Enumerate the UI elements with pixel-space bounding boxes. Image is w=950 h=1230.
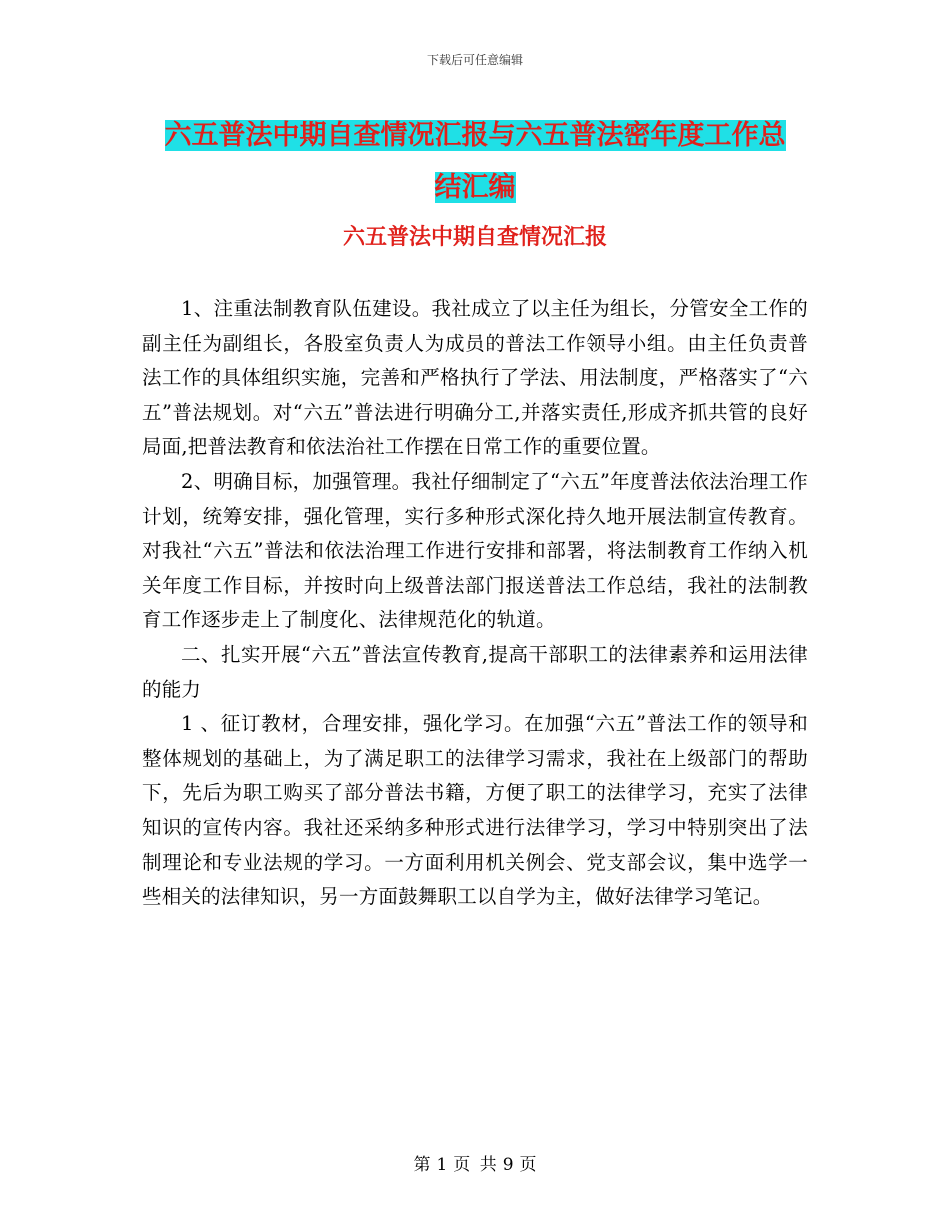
footer-middle: 页 共 <box>453 1155 497 1175</box>
footer-prefix: 第 <box>413 1155 431 1175</box>
document-title-line2: 结汇编 <box>434 172 516 203</box>
document-title <box>140 110 810 214</box>
page-footer <box>0 1153 950 1177</box>
footer-total-pages: 9 <box>502 1155 514 1175</box>
paragraph: 1 、征订教材，合理安排，强化学习。在加强“六五”普法工作的领导和整体规划的基础上，为了满足职工的法律学习需求，我社在上级部门的帮助下，先后为职工购买了部分普法书籍，方便了职工的法律学习，充实了法律知识的宣传内容。我社还采纳多种形式进行法律学习，学习中特别突出了法制理论和专业法规的学习。一方面利用机关例会、党支部会议，集中选学一些相关的法律知识，另一方面鼓舞职工以自学为主，做好法律学习笔记。 <box>142 712 808 909</box>
paragraph: 1、注重法制教育队伍建设。我社成立了以主任为组长，分管安全工作的副主任为副组长，各股室负责人为成员的普法工作领导小组。由主任负责普法工作的具体组织实施，完善和严格执行了学法、用法制度，严格落实了“六五”普法规划。对“六五”普法进行明确分工,并落实责任,形成齐抓共管的良好局面,把普法教育和依法治社工作摆在日常工作的重要位置。 <box>142 297 808 459</box>
section-title: 六五普法中期自查情况汇报 <box>342 224 607 250</box>
paragraph: 二、扎实开展“六五”普法宣传教育,提高干部职工的法律素养和运用法律的能力 <box>142 642 808 701</box>
document-title-line1: 六五普法中期自查情况汇报与六五普法密年度工作总 <box>164 120 786 151</box>
paragraph: 2、明确目标，加强管理。我社仔细制定了“六五”年度普法依法治理工作计划，统筹安排，强化管理，实行多种形式深化持久地开展法制宣传教育。对我社“六五”普法和依法治理工作进行安排和部署，将法制教育工作纳入机关年度工作目标，并按时向上级普法部门报送普法工作总结，我社的法制教育工作逐步走上了制度化、法律规范化的轨道。 <box>142 469 808 632</box>
footer-current-page: 1 <box>436 1155 448 1175</box>
body-text <box>142 292 808 915</box>
header-note: 下载后可任意编辑 <box>426 53 523 67</box>
footer-suffix: 页 <box>519 1155 537 1175</box>
